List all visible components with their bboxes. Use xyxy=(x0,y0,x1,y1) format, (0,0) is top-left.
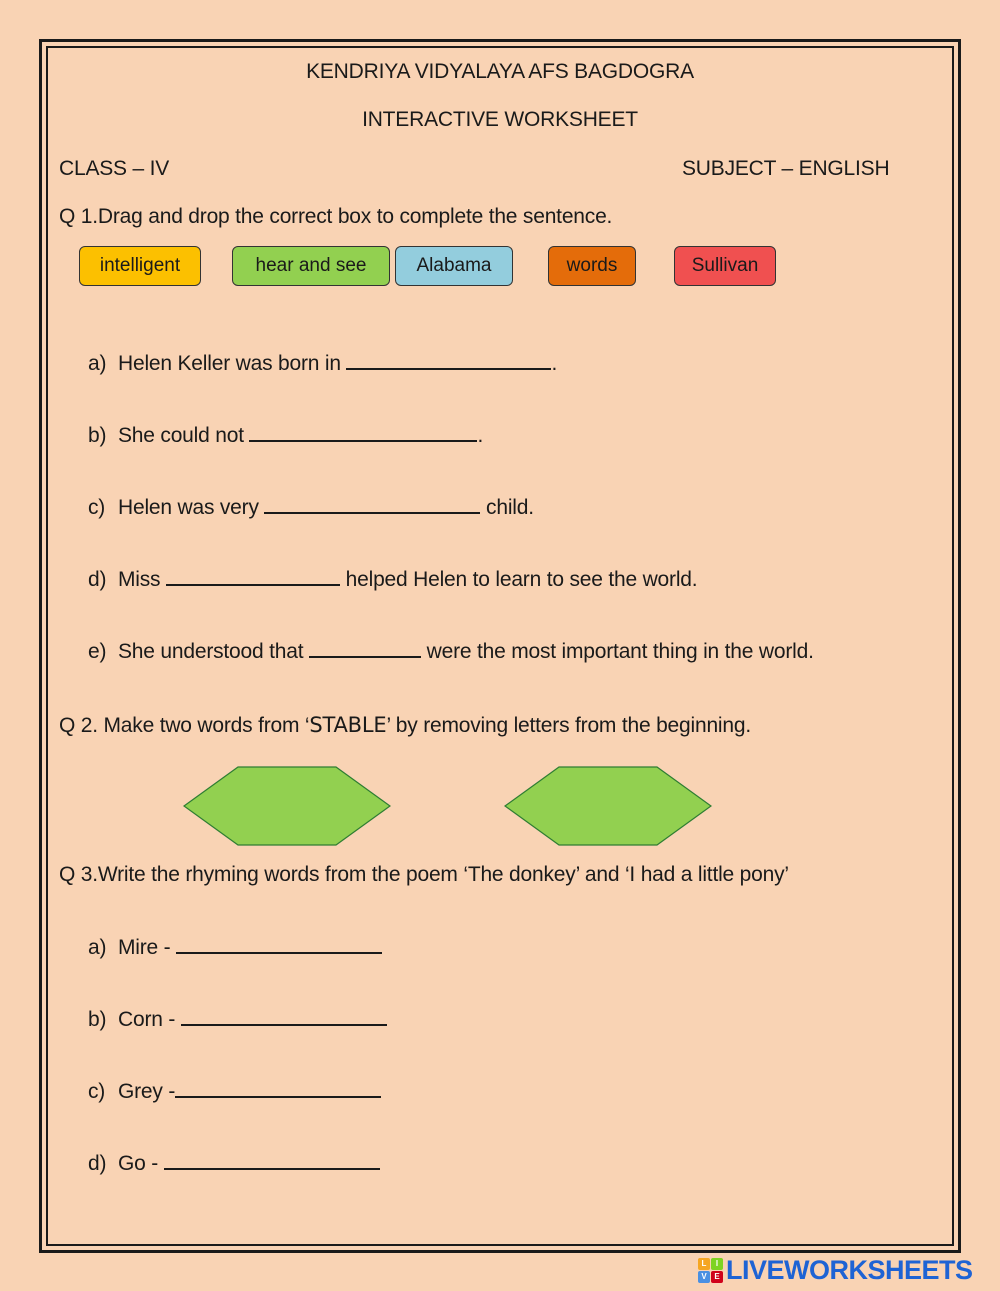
drag-chip-sullivan[interactable]: Sullivan xyxy=(674,246,776,286)
q1-item-d: d) Miss helped Helen to learn to see the world. xyxy=(88,568,698,591)
hexagon-2-shape xyxy=(505,767,711,845)
drag-chip-hear-and-see[interactable]: hear and see xyxy=(232,246,390,286)
drop-target-e[interactable] xyxy=(309,638,421,658)
q1-item-a: a) Helen Keller was born in . xyxy=(88,352,558,375)
q1-item-c: c) Helen was very child. xyxy=(88,496,534,519)
school-name: KENDRIYA VIDYALAYA AFS BAGDOGRA xyxy=(306,60,694,83)
worksheet-title: INTERACTIVE WORKSHEET xyxy=(362,108,638,131)
answer-hexagon-1[interactable] xyxy=(183,766,391,846)
logo-letter: I xyxy=(711,1258,723,1270)
logo-grid-icon xyxy=(698,1258,723,1283)
answer-field-go[interactable] xyxy=(164,1150,380,1170)
logo-letter: L xyxy=(698,1258,710,1270)
hexagon-1-shape xyxy=(184,767,390,845)
class-label: CLASS – IV xyxy=(59,157,170,180)
drop-target-c[interactable] xyxy=(264,494,480,514)
answer-field-grey[interactable] xyxy=(175,1078,381,1098)
answer-field-mire[interactable] xyxy=(176,934,382,954)
q3-item-c: c) Grey - xyxy=(88,1078,381,1104)
answer-hexagon-2[interactable] xyxy=(504,766,712,846)
drag-chip-words[interactable]: words xyxy=(548,246,636,286)
q3-item-d: d) Go - xyxy=(88,1150,380,1176)
drag-chip-intelligent[interactable]: intelligent xyxy=(79,246,201,286)
answer-field-corn[interactable] xyxy=(181,1006,387,1026)
drop-target-a[interactable] xyxy=(346,350,551,370)
logo-text: LIVEWORKSHEETS xyxy=(726,1254,973,1285)
q3-item-a: a) Mire - xyxy=(88,934,382,960)
q1-item-b: b) She could not . xyxy=(88,424,484,447)
drag-chip-alabama[interactable]: Alabama xyxy=(395,246,513,286)
q2-prompt: Q 2. Make two words from ‘STABLE’ by removing letters from the beginning. xyxy=(59,713,751,737)
drop-target-d[interactable] xyxy=(166,566,340,586)
q1-prompt: Q 1.Drag and drop the correct box to complete the sentence. xyxy=(59,205,613,228)
q1-item-e: e) She understood that were the most important thing in the world. xyxy=(88,640,814,663)
liveworksheets-logo[interactable] xyxy=(698,1254,973,1286)
q3-prompt: Q 3.Write the rhyming words from the poem ‘The donkey’ and ‘I had a little pony’ xyxy=(59,863,789,886)
drop-target-b[interactable] xyxy=(249,422,477,442)
q3-item-b: b) Corn - xyxy=(88,1006,387,1032)
subject-label: SUBJECT – ENGLISH xyxy=(682,157,890,180)
logo-letter: E xyxy=(711,1271,723,1283)
logo-letter: V xyxy=(698,1271,710,1283)
